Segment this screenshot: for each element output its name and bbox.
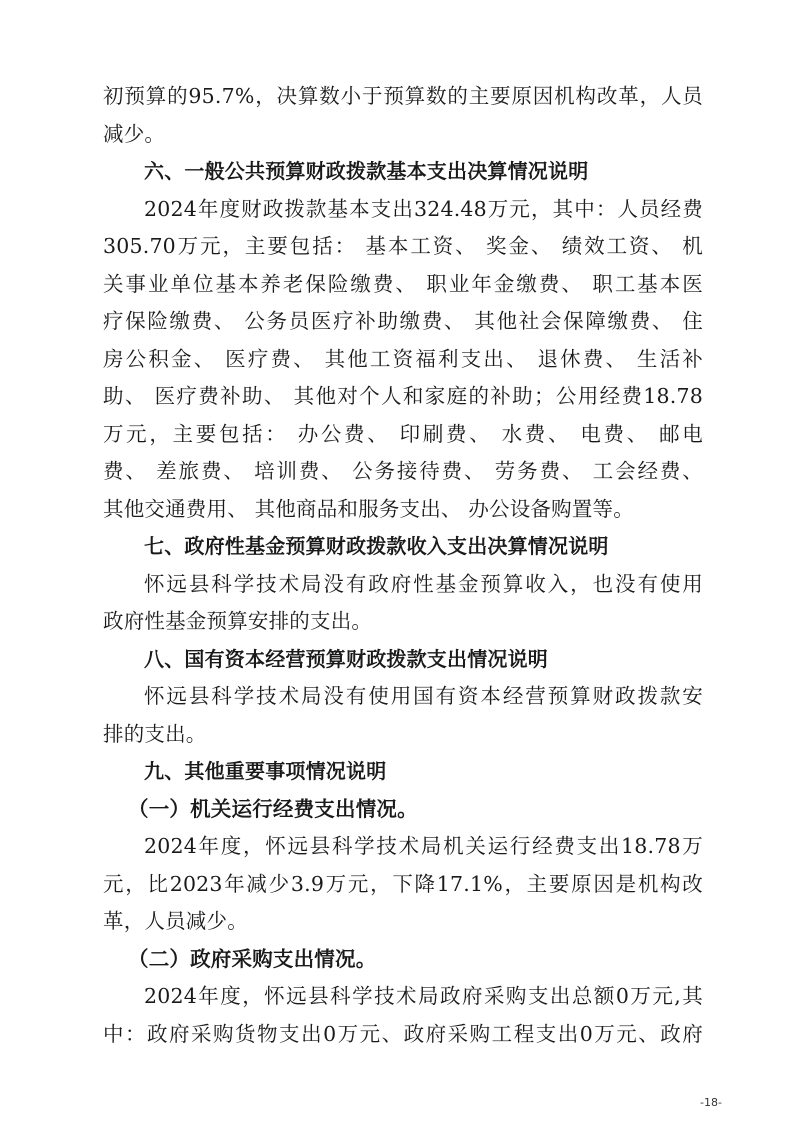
paragraph-line: 房公积金、 医疗费、 其他工资福利支出、 退休费、 生活补 — [103, 346, 703, 371]
paragraph-line: 关事业单位基本养老保险缴费、 职业年金缴费、 职工基本医 — [103, 271, 703, 296]
paragraph-line: 革，人员减少。 — [103, 909, 248, 933]
paragraph-line: 初预算的95.7%，决算数小于预算数的主要原因机构改革，人员 — [103, 84, 703, 108]
paragraph-line: 万元，主要包括： 办公费、 印刷费、 水费、 电费、 邮电 — [103, 421, 703, 446]
paragraph-line: 减少。 — [103, 121, 166, 146]
paragraph-line: 政府性基金预算安排的支出。 — [103, 609, 373, 633]
paragraph-line: 中：政府采购货物支出0万元、政府采购工程支出0万元、政府 — [103, 1021, 703, 1046]
subsection-heading-1: （一）机关运行经费支出情况。 — [128, 796, 418, 821]
paragraph-line: 2024年度财政拨款基本支出324.48万元，其中：人员经费 — [144, 196, 703, 221]
section-heading-9: 九、其他重要事项情况说明 — [144, 759, 387, 783]
section-heading-6: 六、一般公共预算财政拨款基本支出决算情况说明 — [144, 159, 589, 183]
subsection-heading-2: （二）政府采购支出情况。 — [128, 946, 377, 971]
paragraph-line: 助、 医疗费补助、 其他对个人和家庭的补助；公用经费18.78 — [103, 384, 703, 408]
paragraph-line: 元，比2023年减少3.9万元，下降17.1%，主要原因是机构改 — [103, 871, 703, 896]
paragraph-line: 排的支出。 — [103, 721, 207, 746]
section-heading-7: 七、政府性基金预算财政拨款收入支出决算情况说明 — [144, 534, 609, 558]
paragraph-line: 2024年度，怀远县科学技术局机关运行经费支出18.78万 — [144, 834, 703, 858]
paragraph-line: 疗保险缴费、 公务员医疗补助缴费、 其他社会保障缴费、 住 — [103, 309, 703, 333]
section-heading-8: 八、国有资本经营预算财政拨款支出情况说明 — [144, 646, 548, 671]
paragraph-line: 其他交通费用、 其他商品和服务支出、 办公设备购置等。 — [103, 496, 634, 521]
paragraph-line: 2024年度，怀远县科学技术局政府采购支出总额0万元,其 — [144, 984, 703, 1008]
paragraph-line: 费、 差旅费、 培训费、 公务接待费、 劳务费、 工会经费、 — [103, 459, 703, 483]
paragraph-line: 怀远县科学技术局没有使用国有资本经营预算财政拨款安 — [144, 684, 703, 708]
paragraph-line: 305.70万元，主要包括： 基本工资、 奖金、 绩效工资、 机 — [103, 234, 703, 258]
page-number: -18- — [700, 1096, 722, 1109]
document-body — [103, 78, 703, 1053]
paragraph-line: 怀远县科学技术局没有政府性基金预算收入，也没有使用 — [144, 571, 703, 596]
